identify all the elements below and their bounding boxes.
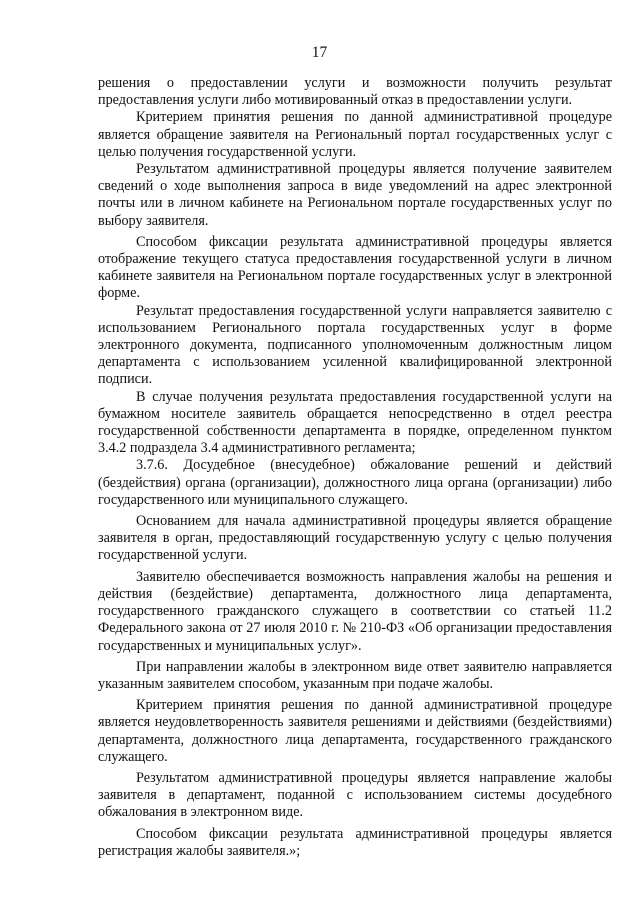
document-body — [98, 75, 612, 860]
paragraph-10: При направлении жалобы в электронном виде ответ заявителю направляется указанным заявителем способом, указанным при подаче жалобы. — [98, 658, 612, 692]
paragraph-13: Способом фиксации результата административной процедуры является регистрация жалобы заявителя.»; — [98, 825, 612, 859]
paragraph-8: Основанием для начала административной процедуры является обращение заявителя в орган, предоставляющий государственную услугу с целью получения государственной услуги. — [98, 513, 612, 564]
paragraph-12: Результатом административной процедуры является направление жалобы заявителя в департамент, поданной с использованием системы досудебного обжалования в электронном виде. — [98, 769, 612, 821]
paragraph-2: Критерием принятия решения по данной административной процедуре является обращение заявителя на Региональный портал государственных услуг с целью получения государственной услуги. — [98, 109, 612, 160]
paragraph-7: 3.7.6. Досудебное (внесудебное) обжалование решений и действий (бездействия) органа (организации), должностного лица органа (организации) либо государственного или муниципального служащего. — [98, 457, 612, 508]
page-number: 17 — [311, 44, 328, 61]
paragraph-11: Критерием принятия решения по данной административной процедуре является неудовлетворенность заявителя решениями и действиями (бездействиями) департамента, должностного лица департамента, государственного гражданского служащего. — [98, 697, 612, 765]
paragraph-3: Результатом административной процедуры является получение заявителем сведений о ходе выполнения запроса в виде уведомлений на адрес электронной почты или в личном кабинете на Региональном портале государственных услуг по выбору заявителя. — [98, 161, 612, 229]
paragraph-4: Способом фиксации результата административной процедуры является отображение текущего статуса предоставления государственной услуги в личном кабинете заявителя на Региональном портале государственных услуг в электронной форме. — [98, 233, 612, 302]
paragraph-6: В случае получения результата предоставления государственной услуги на бумажном носителе заявитель обращается непосредственно в отдел реестра государственной собственности департамента в порядке, определенном пунктом 3.4.2 подраздела 3.4 административного регламента; — [98, 388, 612, 457]
paragraph-9: Заявителю обеспечивается возможность направления жалобы на решения и действия (бездействие) департамента, должностного лица департамента, государственного гражданского служащего в соответствии со статьей 11.2 Федерального закона от 27 июля 2010 г. № 210-ФЗ «Об организации предоставления государственных и муниципальных услуг». — [98, 568, 612, 654]
paragraph-1: решения о предоставлении услуги и возможности получить результат предоставления услуги либо мотивированный отказ в предоставлении услуги. — [98, 75, 612, 109]
paragraph-5: Результат предоставления государственной услуги направляется заявителю с использованием Регионального портала государственных услуг в форме электронного документа, подписанного уполномоченным должностным лицом департамента с использованием усиленной квалифицированной электронной подписи. — [98, 302, 612, 388]
